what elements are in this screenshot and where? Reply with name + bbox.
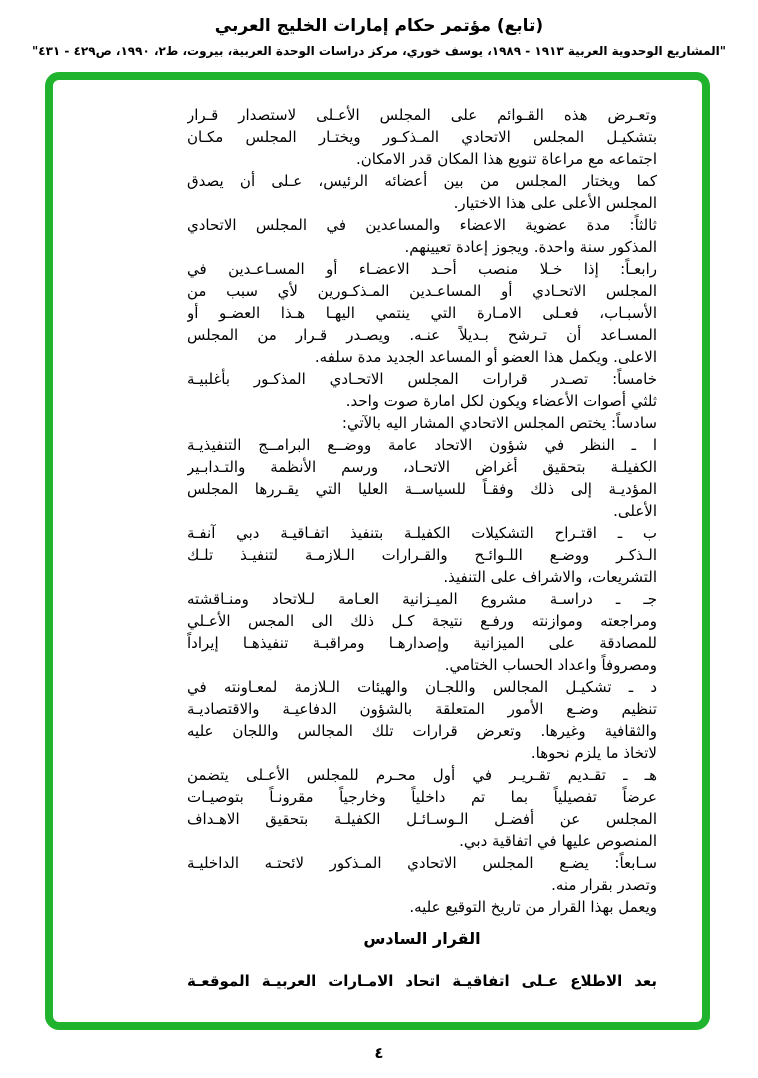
closing-line: بعد الاطلاع عـلى اتفاقيـة اتحاد الامـارات العربيـة الموقعـة <box>187 972 657 990</box>
body-text-line: ويعمل بهذا القرار من تاريخ التوقيع عليه. <box>409 898 657 916</box>
body-text-line: ب ـ اقتـراح التشكيلات الكفيلـة بتنفيذ اتفـاقيـة دبي آنفـة <box>187 524 657 542</box>
body-text-line: سادساً: يختص المجلس الاتحادي المشار اليه بالآتي: <box>341 414 657 432</box>
body-text-line: اجتماعه مع مراعاة تنويع هذا المكان قدر الامكان. <box>356 150 657 168</box>
body-text-line: رابعـاً: إذا خـلا منصب أحـد الاعضـاء أو المسـاعـدين في <box>187 260 657 278</box>
highlight-frame <box>45 72 710 1030</box>
body-text-line: المجلس الاتحـادي أو المساعـدين المـذكـورين لأي سبب من <box>187 282 657 300</box>
body-text-line: ومصروفاً واعداد الحساب الختامي. <box>444 656 657 674</box>
body-text-line: المنصوص عليها في اتفاقية دبي. <box>459 832 657 850</box>
body-text-line: المسـاعد أن تـرشح بـديلاً عنـه. ويصـدر قـرار من المجلس <box>187 326 657 344</box>
body-text-line: د ـ تشكيـل المجالس واللجـان والهيئات الـلازمة لمعـاونته في <box>187 678 657 696</box>
body-text-line: وتعـرض هذه القـوائم على المجلس الأعـلى لاستصدار قـرار <box>187 106 657 124</box>
body-text-line: والثقافية وغيرها. وتعرض قرارات تلك المجالس واللجان عليه <box>187 722 657 740</box>
body-text-line: المجلس الأعلى على هذا الاختيار. <box>453 194 657 212</box>
body-text-line: الاعلى. ويكمل هذا العضو أو المساعد الجديد مدة سلفه. <box>314 348 657 366</box>
body-text-line: خامساً: تصـدر قرارات المجلس الاتحـادي المذكـور بأغلبيـة <box>187 370 657 388</box>
body-text-line: ثلثي أصوات الأعضاء ويكون لكل امارة صوت واحد. <box>345 392 657 410</box>
page-number: ٤ <box>374 1044 384 1062</box>
body-text-line: سـابعاً: يضـع المجلس الاتحادي المـذكور لائحتـه الداخليـة <box>187 854 657 872</box>
body-text-line: الأعلى. <box>613 502 657 520</box>
body-text-line: المجلس عن أفضـل الـوسـائـل الكفيلـة بتحقيق الاهـداف <box>187 810 657 828</box>
section-heading: القرار السادس <box>363 929 481 948</box>
body-text-line: ثالثاً: مدة عضوية الاعضاء والمساعدين في المجلس الاتحادي <box>187 216 657 234</box>
source-citation: "المشاريع الوحدوية العربية ١٩١٣ - ١٩٨٩، يوسف خوري، مركز دراسات الوحدة العربية، بيروت، ط٢، ١٩٩٠، ص٤٢٩ - ٤٣١" <box>32 44 726 58</box>
body-text <box>187 104 657 992</box>
body-text-line: المذكور سنة واحدة. ويجوز إعادة تعيينهم. <box>404 238 657 256</box>
body-text-line: كما ويختار المجلس من بين أعضائه الرئيس، عـلى أن يصدق <box>187 172 657 190</box>
body-text-line: بتشكيـل المجلس الاتحادي المـذكـور ويختـار المجلس مكـان <box>187 128 657 146</box>
page-title: (تابع) مؤتمر حكام إمارات الخليج العربي <box>214 16 544 36</box>
body-text-line: لاتخاذ ما يلزم نحوها. <box>530 744 657 762</box>
body-text-line: الكفيلـة بتحقيق أغراض الاتحـاد، ورسم الأنظمة والتـدابـير <box>187 458 657 476</box>
body-text-line: عرضاً تفصيلياً بما تم داخلياً وخارجياً مقرونـاً بتوصيـات <box>187 788 657 806</box>
body-text-line: الـذكـر ووضـع اللـوائـح والقـرارات الـلازمـة لتنفيـذ تلـك <box>187 546 657 564</box>
body-text-line: وتصدر بقرار منه. <box>551 876 657 894</box>
body-text-line: هـ ـ تقـديم تقـريـر في أول محـرم للمجلس الأعـلى يتضمن <box>187 766 657 784</box>
body-text-line: جـ ـ دراسـة مشروع الميـزانية العـامة لـلاتحاد ومنـاقشته <box>187 590 657 608</box>
body-text-line: الأسبـاب، فعـلى الامـارة التي ينتمي اليهـا هـذا العضـو أو <box>187 304 657 322</box>
body-text-line: ا ـ النظر في شؤون الاتحاد عامة ووضــع البرامــج التنفيذيـة <box>187 436 657 454</box>
body-text-line: المؤديـة إلى ذلك وفقـاً للسياســة العليا التي يقـررها المجلس <box>187 480 657 498</box>
body-text-line: ومراجعته وموازنته ورفـع نتيجة كـل ذلك الى المجس الأعـلي <box>187 612 657 630</box>
body-text-line: تنظيم وضـع الأمور المتعلقة بالشؤون الدفاعيـة والاقتصاديـة <box>187 700 657 718</box>
body-text-line: التشريعات، والاشراف على التنفيذ. <box>443 568 657 586</box>
body-text-line: للمصادقة على الميزانية وإصدارهـا ومراقبـة تنفيذهـا إيراداً <box>187 634 657 652</box>
